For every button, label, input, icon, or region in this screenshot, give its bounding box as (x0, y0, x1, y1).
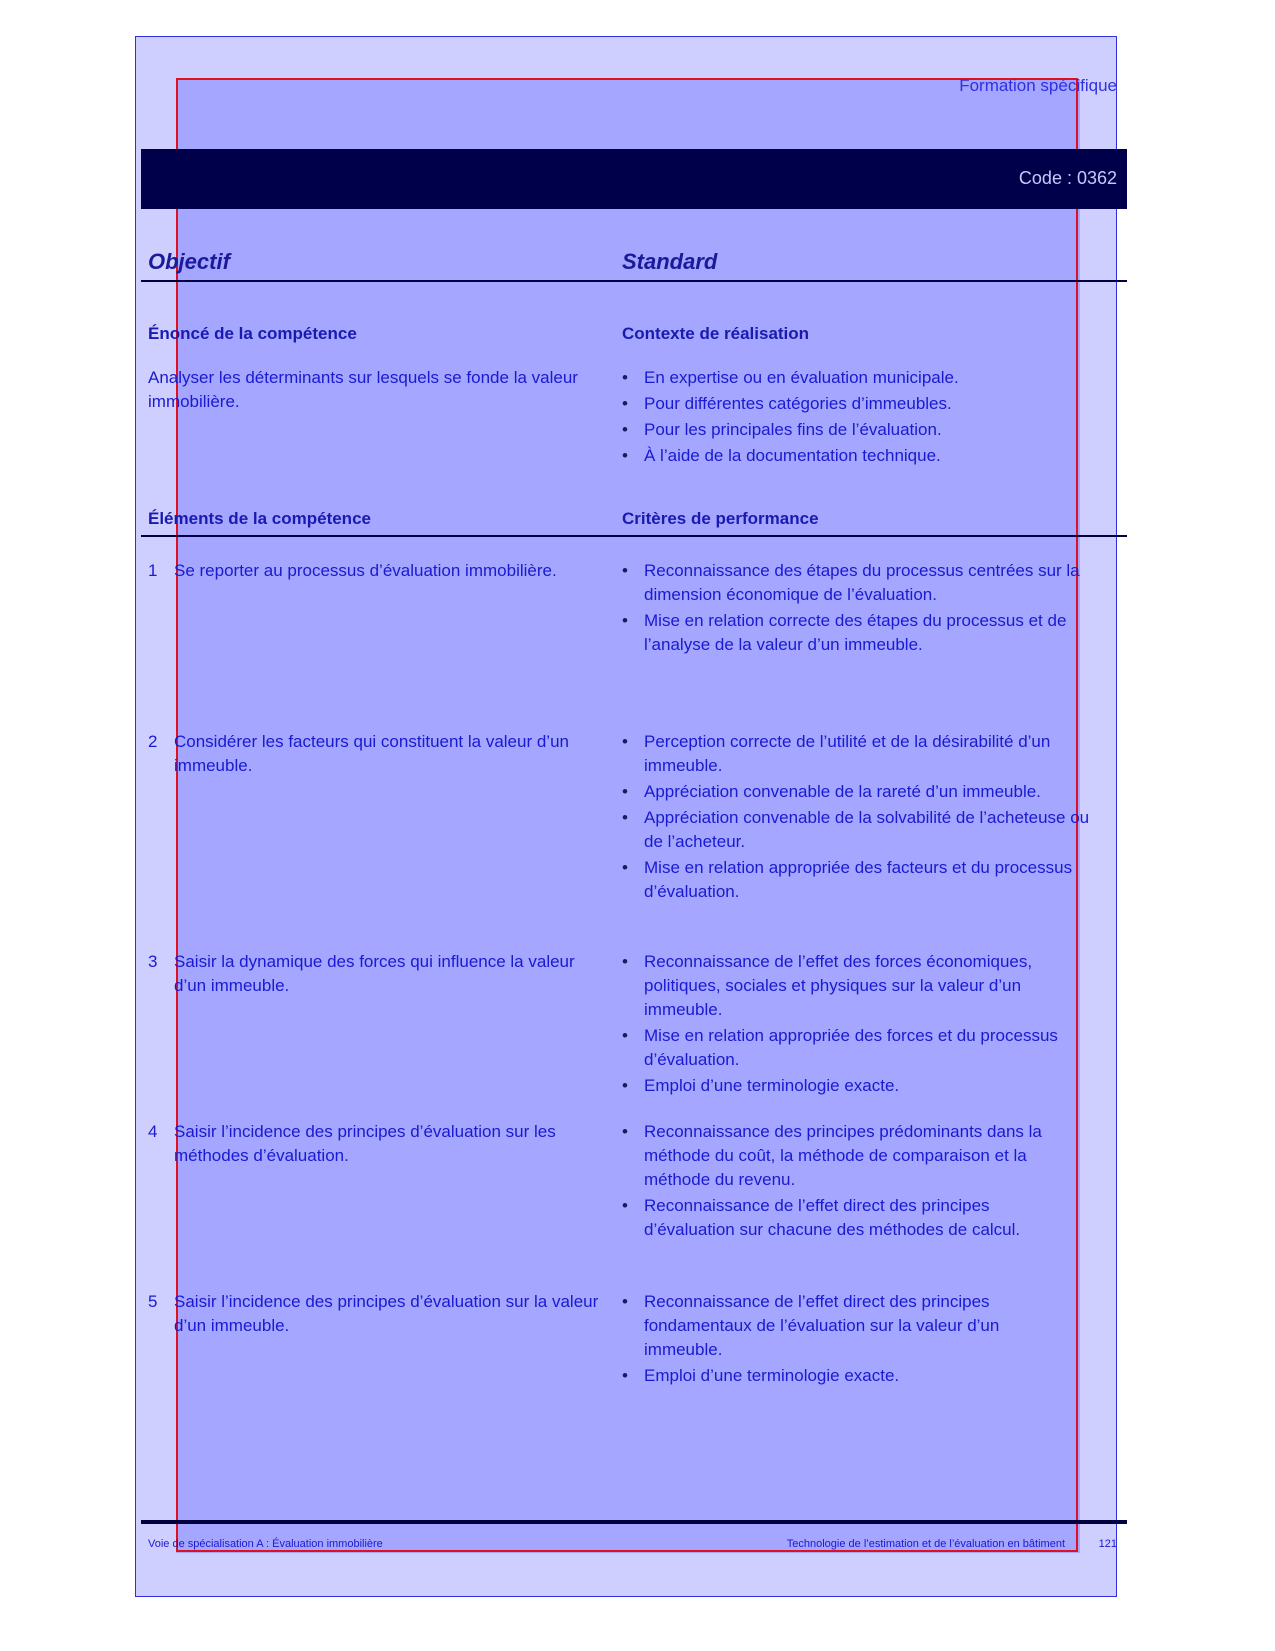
criterion: • Appréciation convenable de la solvabilité de l’acheteuse ou de l’acheteur. (622, 806, 1102, 854)
footer-rule (141, 1520, 1127, 1524)
criterion: • Emploi d’une terminologie exacte. (622, 1074, 1082, 1098)
footer-right: Technologie de l’estimation et de l’évaluation en bâtiment (786, 1538, 1065, 1550)
criteria-title: Critères de performance (622, 509, 819, 528)
header-band (141, 149, 1127, 209)
competence-text: Analyser les déterminants sur lesquels se fonde la valeur immobilière. (148, 368, 578, 411)
criterion: • Reconnaissance des étapes du processus centrées sur la dimension économique de l’évaluation. (622, 559, 1082, 607)
competence-title: Énoncé de la compétence (148, 324, 357, 343)
criteria-list (622, 1120, 1082, 1244)
element-text: Se reporter au processus d’évaluation immobilière. (174, 561, 557, 580)
context-title: Contexte de réalisation (622, 324, 810, 343)
element-text: Saisir l’incidence des principes d’évaluation sur la valeur d’un immeuble. (174, 1292, 599, 1335)
context-list (622, 366, 1082, 470)
code-label: Code : 0362 (1018, 168, 1117, 188)
page-number: 121 (1098, 1538, 1117, 1550)
formation-label: Formation spécifique (959, 76, 1117, 95)
criteria-list (622, 559, 1082, 659)
criterion: • Mise en relation appropriée des facteurs et du processus d’évaluation. (622, 856, 1102, 904)
criterion: • Emploi d’une terminologie exacte. (622, 1364, 1082, 1388)
context-item: • En expertise ou en évaluation municipale. (622, 366, 1082, 390)
criterion: • Reconnaissance des principes prédominants dans la méthode du coût, la méthode de comparaison et la méthode du revenu. (622, 1120, 1082, 1192)
criterion: • Appréciation convenable de la rareté d’un immeuble. (622, 780, 1102, 804)
criterion: • Reconnaissance de l’effet direct des principes d’évaluation sur chacune des méthodes de calcul. (622, 1194, 1082, 1242)
criteria-list (622, 1290, 1082, 1390)
elements-title: Éléments de la compétence (148, 509, 371, 528)
context-item: • Pour les principales fins de l’évaluation. (622, 418, 1082, 442)
heading-rule (141, 280, 1127, 282)
criteria-list (622, 730, 1102, 906)
element-number: 5 (148, 1292, 158, 1311)
context-item: • À l’aide de la documentation technique. (622, 444, 1082, 468)
element-text: Saisir l’incidence des principes d’évaluation sur les méthodes d’évaluation. (174, 1122, 556, 1165)
criterion: • Reconnaissance de l’effet direct des principes fondamentaux de l’évaluation sur la valeur d’un immeuble. (622, 1290, 1082, 1362)
section-rule (141, 535, 1127, 537)
element-number: 2 (148, 732, 158, 751)
criterion: • Reconnaissance de l’effet des forces économiques, politiques, sociales et physiques sur la valeur d’un immeuble. (622, 950, 1082, 1022)
element-text: Considérer les facteurs qui constituent la valeur d’un immeuble. (174, 732, 569, 775)
element-text: Saisir la dynamique des forces qui influence la valeur d’un immeuble. (174, 952, 575, 995)
criterion: • Mise en relation appropriée des forces et du processus d’évaluation. (622, 1024, 1082, 1072)
context-item: • Pour différentes catégories d’immeubles. (622, 392, 1082, 416)
criteria-list (622, 950, 1082, 1100)
standard-heading: Standard (622, 249, 718, 274)
criterion: • Perception correcte de l’utilité et de la désirabilité d’un immeuble. (622, 730, 1102, 778)
footer-left: Voie de spécialisation A : Évaluation immobilière (148, 1538, 383, 1550)
criterion: • Mise en relation correcte des étapes du processus et de l’analyse de la valeur d’un immeuble. (622, 609, 1082, 657)
element-number: 3 (148, 952, 158, 971)
element-number: 4 (148, 1122, 158, 1141)
element-number: 1 (148, 561, 158, 580)
objective-heading: Objectif (148, 249, 230, 274)
